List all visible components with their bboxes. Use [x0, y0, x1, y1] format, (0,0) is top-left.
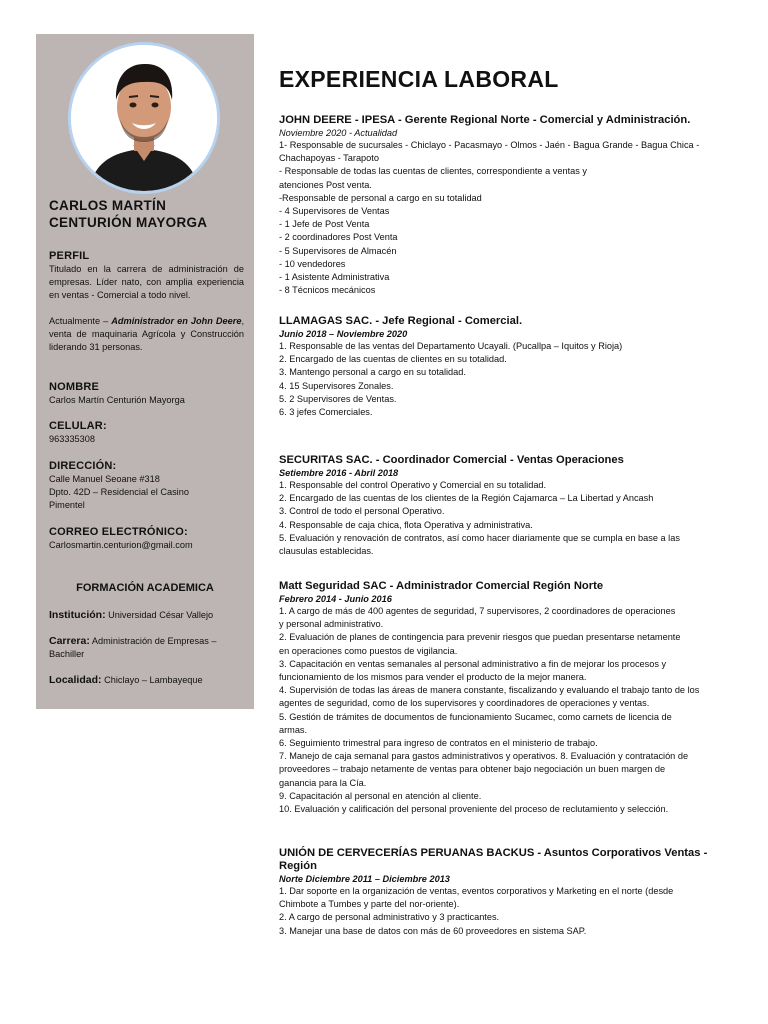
job-detail-line: 6. 3 jefes Comerciales. — [279, 407, 373, 418]
direccion-line-2: Dpto. 42D – Residencial el Casino — [49, 487, 189, 497]
job-detail-line: - 2 coordinadores Post Venta — [279, 232, 398, 243]
person-avatar-icon — [71, 45, 217, 191]
job-detail-line: 2. Evaluación de planes de contingencia para prevenir riesgos que puedan presentarse netamente — [279, 632, 681, 643]
job-detail-line: -Responsable de personal a cargo en su totalidad — [279, 192, 482, 203]
localidad-item — [49, 674, 244, 687]
job-detail-line: 4. 15 Supervisores Zonales. — [279, 380, 394, 391]
job-detail-line: 3. Manejar una base de datos con más de 60 proveedores en sistema SAP. — [279, 925, 587, 936]
direccion-line-1: Calle Manuel Seoane #318 — [49, 474, 160, 484]
localidad-value: Chiclayo – Lambayeque — [101, 675, 203, 685]
job-details — [279, 340, 739, 419]
job-title: SECURITAS SAC. - Coordinador Comercial - Ventas Operaciones — [279, 454, 624, 466]
job-detail-line: en operaciones como puestos de vigilancia. — [279, 645, 458, 656]
job-entry-5 — [279, 847, 739, 938]
job-detail-line: 3. Capacitación en ventas semanales al personal administrativo a fin de mejorar los procesos y — [279, 658, 667, 669]
job-detail-line: 1. Dar soporte en la organización de ventas, eventos corporativos y Marketing en el norte (desde — [279, 886, 674, 896]
job-detail-line: clausulas establecidas. — [279, 546, 374, 557]
job-detail-line: 6. Seguimiento trimestral para ingreso de contratos en el ministerio de trabajo. — [279, 738, 598, 749]
institucion-label: Institución: — [49, 609, 106, 621]
job-detail-line: 1. Responsable de las ventas del Departamento Ucayali. (Pucallpa – Iquitos y Rioja) — [279, 341, 623, 351]
perfil-current-job: Administrador en John Deere — [111, 316, 242, 326]
job-details — [279, 479, 739, 558]
job-date: Setiembre 2016 - Abril 2018 — [279, 468, 399, 478]
job-detail-line: 10. Evaluación y calificación del personal proveniente del proceso de reclutamiento y selección. — [279, 804, 669, 815]
nombre-section — [49, 381, 244, 407]
job-detail-line: 5. 2 Supervisores de Ventas. — [279, 393, 397, 404]
job-details — [279, 139, 739, 297]
job-detail-line: - 1 Asistente Administrativa — [279, 272, 390, 283]
job-entry-4 — [279, 580, 739, 816]
carrera-item — [49, 635, 244, 661]
job-detail-line: 1. Responsable del control Operativo y Comercial en su totalidad. — [279, 480, 547, 490]
sidebar — [36, 34, 254, 709]
job-detail-line: armas. — [279, 724, 308, 735]
page-title: EXPERIENCIA LABORAL — [279, 66, 559, 92]
perfil-text-2 — [49, 315, 244, 354]
job-title: LLAMAGAS SAC. - Jefe Regional - Comercial. — [279, 315, 523, 327]
job-date: Junio 2018 – Noviembre 2020 — [279, 329, 408, 339]
job-entry-3 — [279, 454, 739, 558]
correo-section — [49, 526, 244, 552]
perfil-text-2-suffix: , venta de maquinaria Agrícola y Construcción liderando 31 personas. — [49, 316, 244, 352]
job-detail-line: 9. Capacitación al personal en atención al cliente. — [279, 790, 482, 801]
carrera-value: Administración de Empresas – Bachiller — [49, 636, 217, 659]
job-detail-line: 4. Supervisión de todas las áreas de manera constante, fiscalizando y evaluando el trabajo tanto de los — [279, 685, 700, 696]
job-detail-line: - Responsable de todas las cuentas de clientes, correspondiente a ventas y — [279, 166, 587, 177]
job-details — [279, 885, 739, 938]
job-detail-line: 2. Encargado de las cuentas de los clientes de la Región Cajamarca – La Libertad y Ancash — [279, 493, 654, 504]
job-detail-line: - 5 Supervisores de Almacén — [279, 245, 397, 256]
job-title: Matt Seguridad SAC - Administrador Comercial Región Norte — [279, 580, 604, 592]
job-detail-line: funcionamiento de los mismos para vender el producto de la mejor manera. — [279, 672, 587, 683]
institucion-value: Universidad César Vallejo — [105, 610, 214, 620]
job-detail-line: - 8 Técnicos mecánicos — [279, 285, 376, 296]
nombre-value: Carlos Martín Centurión Mayorga — [49, 395, 185, 405]
job-title: UNIÓN DE CERVECERÍAS PERUANAS BACKUS - Asuntos Corporativos Ventas - Región — [279, 847, 708, 872]
job-date: Febrero 2014 - Junio 2016 — [279, 594, 392, 604]
job-detail-line: 7. Manejo de caja semanal para gastos administrativos y operativos. 8. Evaluación y contratación de — [279, 751, 689, 762]
job-detail-line: Chimbote a Tumbes y parte del nor-oriente). — [279, 899, 460, 910]
correo-heading: CORREO ELECTRÓNICO: — [49, 526, 188, 538]
job-detail-line: proveedores – trabajo netamente de ventas para obtener bajo negociación un buen margen de — [279, 764, 666, 775]
job-entry-2 — [279, 315, 739, 419]
localidad-label: Localidad: — [49, 674, 102, 686]
correo-value: Carlosmartin.centurion@gmail.com — [49, 540, 193, 550]
celular-value: 963335308 — [49, 434, 95, 444]
name-line-2: CENTURIÓN MAYORGA — [49, 215, 208, 230]
job-detail-line: - 1 Jefe de Post Venta — [279, 219, 370, 230]
job-detail-line: y personal administrativo. — [279, 619, 384, 630]
perfil-text: Titulado en la carrera de administración de empresas. Líder nato, con amplia experiencia en ventas - Comercial a todo nivel. — [49, 264, 244, 300]
carrera-label: Carrera: — [49, 635, 90, 647]
nombre-heading: NOMBRE — [49, 381, 100, 393]
job-detail-line: - 4 Supervisores de Ventas — [279, 206, 390, 217]
job-details — [279, 605, 739, 816]
job-detail-line: 3. Mantengo personal a cargo en su totalidad. — [279, 367, 466, 378]
job-detail-line: agentes de seguridad, como de los supervisores y coordinadores de operaciones y ventas. — [279, 698, 650, 709]
perfil-section — [49, 250, 244, 354]
direccion-section — [49, 460, 244, 512]
perfil-heading: PERFIL — [49, 250, 90, 262]
job-detail-line: 5. Gestión de trámites de documentos de funcionamiento Sucamec, como carnets de licencia de — [279, 711, 672, 722]
job-detail-line: 1- Responsable de sucursales - Chiclayo - Pacasmayo - Olmos - Jaén - Bagua Grande - Bagua Chica - — [279, 140, 700, 150]
job-detail-line: 2. Encargado de las cuentas de clientes en su totalidad. — [279, 354, 507, 365]
job-detail-line: 1. A cargo de más de 400 agentes de seguridad, 7 supervisores, 2 coordinadores de operaciones — [279, 606, 676, 616]
formacion-heading: FORMACIÓN ACADEMICA — [76, 582, 214, 594]
profile-photo — [68, 42, 220, 194]
job-detail-line: 5. Evaluación y renovación de contratos, así como hacer diariamente que se cumpla en base a las — [279, 532, 680, 543]
job-detail-line: Chachapoyas - Tarapoto — [279, 153, 379, 164]
job-detail-line: ganancia para la Cía. — [279, 777, 367, 788]
job-detail-line: 3. Control de todo el personal Operativo. — [279, 506, 445, 517]
direccion-line-3: Pimentel — [49, 500, 85, 510]
perfil-text-2-prefix: Actualmente – — [49, 316, 112, 326]
job-title: JOHN DEERE - IPESA - Gerente Regional Norte - Comercial y Administración. — [279, 114, 691, 126]
job-date: Norte Diciembre 2011 – Diciembre 2013 — [279, 874, 450, 884]
job-detail-line: 4. Responsable de caja chica, flota Operativa y administrativa. — [279, 519, 533, 530]
job-detail-line: 2. A cargo de personal administrativo y 3 practicantes. — [279, 912, 500, 923]
main-header — [279, 66, 739, 110]
job-entry-1 — [279, 114, 739, 297]
name-line-1: CARLOS MARTÍN — [49, 198, 167, 213]
celular-heading: CELULAR: — [49, 420, 107, 432]
direccion-heading: DIRECCIÓN: — [49, 460, 117, 472]
job-date: Noviembre 2020 - Actualidad — [279, 128, 398, 138]
celular-section — [49, 420, 244, 446]
job-detail-line: atenciones Post venta. — [279, 179, 372, 190]
job-detail-line: - 10 vendedores — [279, 258, 346, 269]
full-name — [49, 197, 249, 231]
institucion-item — [49, 609, 244, 622]
